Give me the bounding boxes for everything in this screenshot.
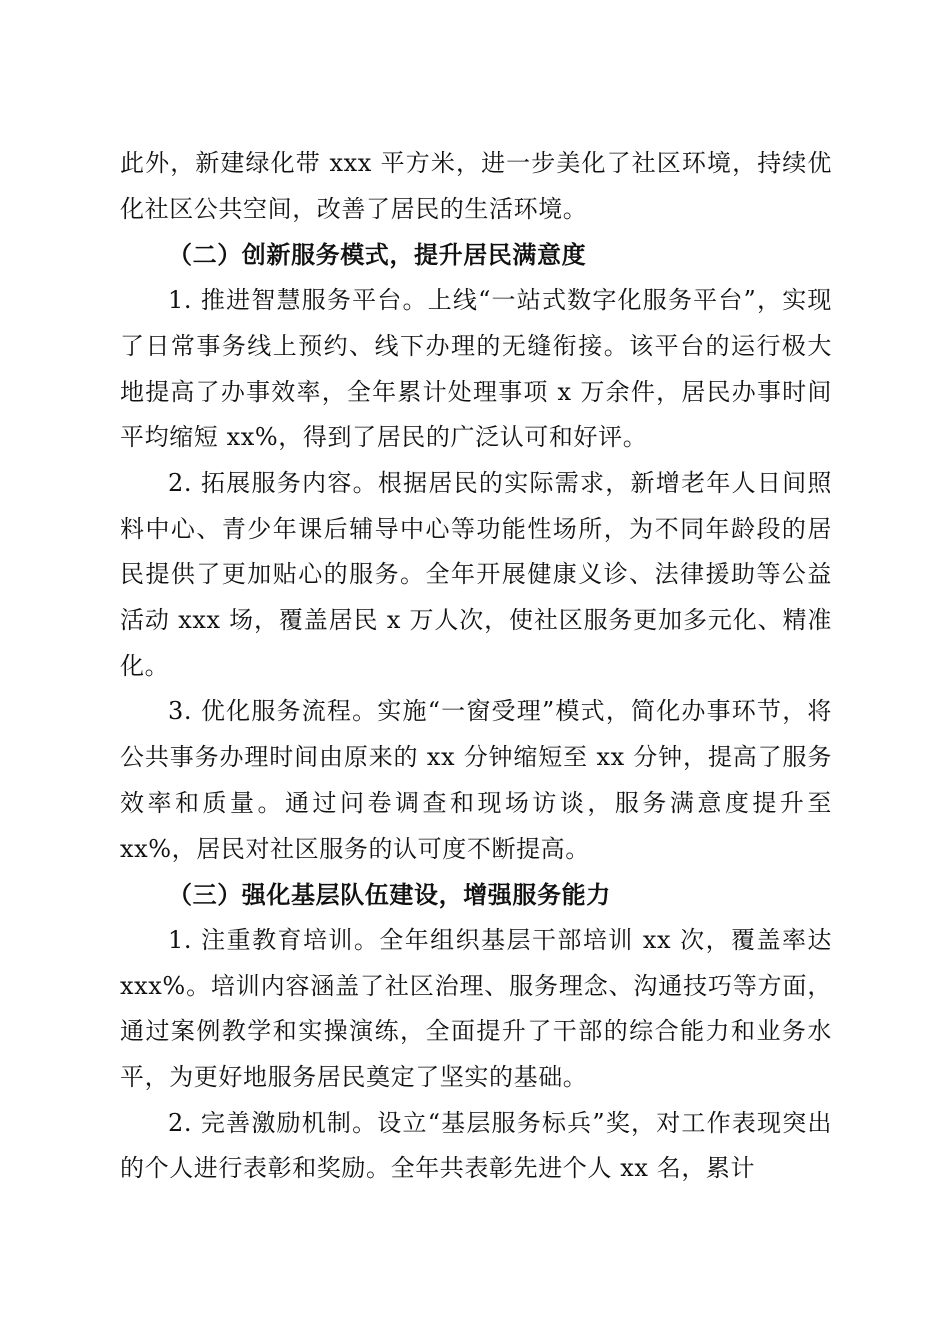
paragraph-training: 1. 注重教育培训。全年组织基层干部培训 xx 次，覆盖率达 xxx%。培训内容涵盖了社区治理、服务理念、沟通技巧等方面，通过案例教学和实操演练，全面提升了干部的综合能力和业务水平，为更好地服务居民奠定了坚实的基础。 bbox=[120, 925, 832, 1092]
paragraph-service-content: 2. 拓展服务内容。根据居民的实际需求，新增老年人日间照料中心、青少年课后辅导中心等功能性场所，为不同年龄段的居民提供了更加贴心的服务。全年开展健康义诊、法律援助等公益活动 xxx 场，覆盖居民 x 万人次，使社区服务更加多元化、精准化。 bbox=[120, 468, 832, 680]
section-heading-team-building: （三）强化基层队伍建设，增强服务能力 bbox=[168, 880, 611, 910]
paragraph-smart-platform: 1. 推进智慧服务平台。上线“一站式数字化服务平台”，实现了日常事务线上预约、线下办理的无缝衔接。该平台的运行极大地提高了办事效率，全年累计处理事项 x 万余件，居民办事时间平均缩短 xx%，得到了居民的广泛认可和好评。 bbox=[120, 286, 832, 452]
paragraph-greening: 此外，新建绿化带 xxx 平方米，进一步美化了社区环境，持续优化社区公共空间，改善了居民的生活环境。 bbox=[120, 149, 832, 223]
paragraph-incentive: 2. 完善激励机制。设立“基层服务标兵”奖，对工作表现突出的个人进行表彰和奖励。全年共表彰先进个人 xx 名，累计 bbox=[120, 1108, 832, 1183]
document-body bbox=[120, 141, 832, 1192]
paragraph-service-process: 3. 优化服务流程。实施“一窗受理”模式，简化办事环节，将公共事务办理时间由原来的 xx 分钟缩短至 xx 分钟，提高了服务效率和质量。通过问卷调查和现场访谈，服务满意度提升至 xx%，居民对社区服务的认可度不断提高。 bbox=[120, 697, 832, 863]
section-heading-service-model: （二）创新服务模式，提升居民满意度 bbox=[168, 240, 587, 270]
